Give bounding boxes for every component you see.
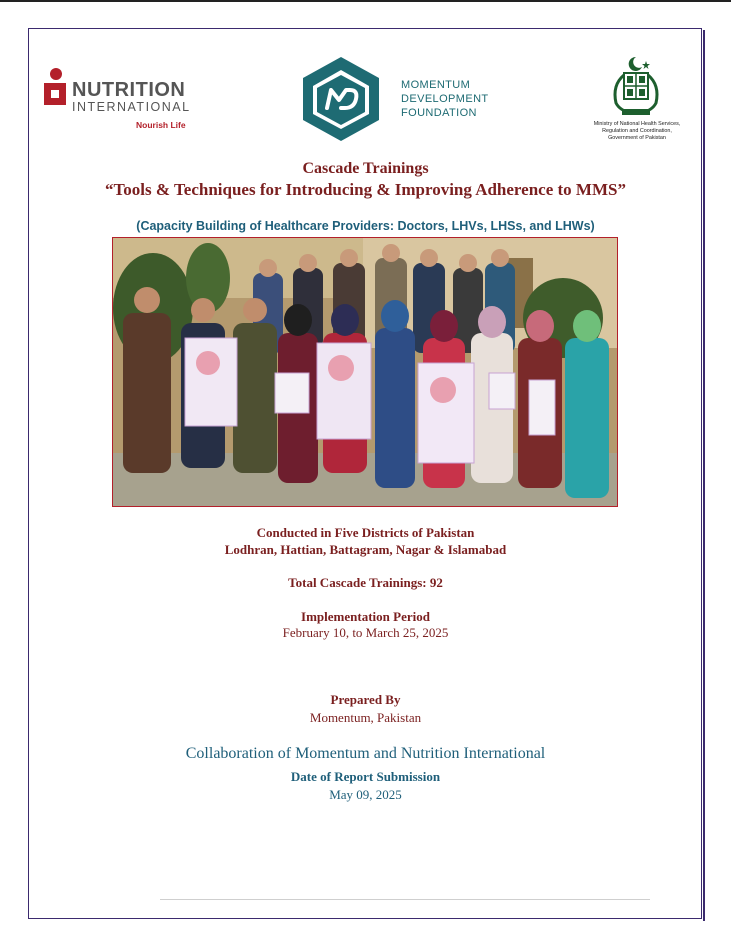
submission-date-value: May 09, 2025 — [329, 787, 402, 802]
gov-text-line2: Regulation and Coordination, — [602, 127, 672, 134]
ni-logo-sub: INTERNATIONAL — [72, 100, 191, 114]
top-rule — [0, 0, 731, 2]
prepared-by-value: Momentum, Pakistan — [309, 710, 422, 725]
government-pakistan-logo — [582, 55, 692, 147]
ni-logo-tagline: Nourish Life — [136, 120, 186, 130]
pakistan-emblem-icon — [606, 55, 666, 119]
group-training-photo — [112, 237, 618, 507]
submission-date-label: Date of Report Submission — [290, 769, 441, 784]
group-photo-illustration — [113, 238, 618, 507]
momentum-logo-line3: FOUNDATION — [401, 107, 477, 119]
government-logo-text — [582, 121, 692, 141]
conducted-heading: Conducted in Five Districts of Pakistan — [256, 525, 475, 540]
districts-list: Lodhran, Hattian, Battagram, Nagar & Islamabad — [224, 542, 507, 557]
momentum-logo-line2: DEVELOPMENT — [401, 93, 489, 105]
total-trainings: Total Cascade Trainings: 92 — [288, 575, 443, 590]
implementation-period-dates: February 10, to March 25, 2025 — [282, 625, 449, 640]
momentum-logo-line1: MOMENTUM — [401, 79, 471, 91]
ni-logo-name: NUTRITION — [72, 79, 186, 101]
gov-text-line3: Government of Pakistan — [608, 134, 666, 141]
momentum-logo-text — [401, 78, 489, 120]
momentum-foundation-logo — [298, 56, 498, 142]
gov-text-line1: Ministry of National Health Services, — [593, 121, 681, 127]
prepared-by-label: Prepared By — [330, 692, 401, 707]
report-title: Cascade Trainings — [302, 160, 429, 177]
momentum-hexagon-icon — [298, 56, 384, 142]
report-subtitle: “Tools & Techniques for Introducing & Improving Adherence to MMS” — [105, 180, 626, 199]
nutrition-international-logo — [40, 62, 192, 134]
capacity-building-caption: (Capacity Building of Healthcare Providers: Doctors, LHVs, LHSs, and LHWs) — [136, 219, 595, 233]
ni-mark-icon — [44, 68, 66, 108]
footer-rule — [160, 899, 650, 900]
collaboration-line: Collaboration of Momentum and Nutrition International — [185, 745, 546, 762]
implementation-period-label: Implementation Period — [301, 609, 430, 624]
